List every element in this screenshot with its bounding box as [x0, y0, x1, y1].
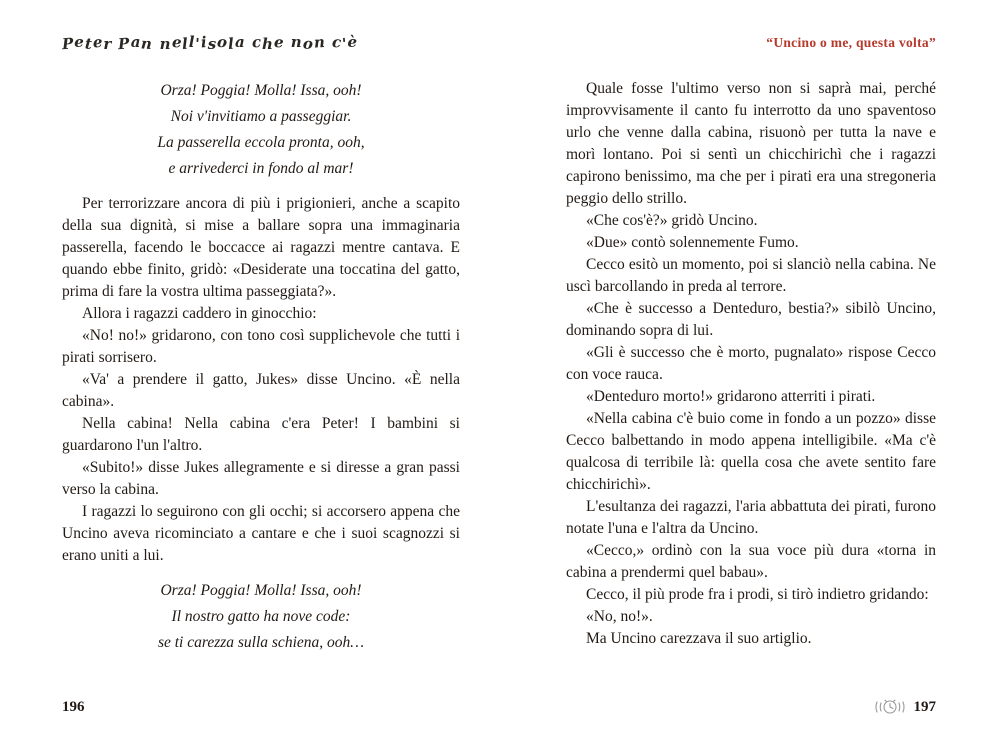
- paragraph: «No! no!» gridarono, con tono così supplichevole che tutti i pirati sorrisero.: [62, 327, 460, 366]
- paragraph: Nella cabina! Nella cabina c'era Peter! I bambini si guardarono l'un l'altro.: [62, 415, 460, 454]
- verse-line: Noi v'invitiamo a passeggiar.: [170, 108, 352, 125]
- paragraph: «Subito!» disse Jukes allegramente e si diresse a gran passi verso la cabina.: [62, 459, 460, 498]
- verse-stanza: [62, 78, 460, 182]
- right-running-head: [566, 32, 936, 54]
- paragraph: Quale fosse l'ultimo verso non si saprà mai, perché improvvisamente il canto fu interrotto da uno spaventoso urlo che venne dalla cabina, risuonò per tutta la nave e morì lontano. Poi si sentì un chicchirichì che i ragazzi capirono benissimo, ma che per i pirati era una stregoneria peggio dello strillo.: [566, 80, 936, 207]
- verse-line: e arrivederci in fondo al mar!: [168, 160, 354, 177]
- paragraph: «Gli è successo che è morto, pugnalato» rispose Cecco con voce rauca.: [566, 344, 936, 383]
- paragraph: Cecco, il più prode fra i prodi, si tirò indietro gridando:: [586, 586, 929, 603]
- left-page-footer: [62, 699, 85, 716]
- paragraph: «Nella cabina c'è buio come in fondo a un pozzo» disse Cecco balbettando in modo appena intelligibile. «Ma c'è qualcosa di terribile là: quella cosa che avete sentito fare chicchirichì».: [566, 410, 936, 493]
- paragraph: «Va' a prendere il gatto, Jukes» disse Uncino. «È nella cabina».: [62, 371, 460, 410]
- verse-line: se ti carezza sulla schiena, ooh…: [157, 634, 365, 651]
- left-running-head: [62, 32, 460, 54]
- right-page-text: [566, 54, 936, 650]
- page-number-right: 197: [913, 698, 936, 715]
- paragraph: «Che è successo a Denteduro, bestia?» sibilò Uncino, dominando sopra di lui.: [566, 300, 936, 339]
- crocodile-clock-icon: [874, 698, 906, 716]
- paragraph: «No, no!».: [586, 608, 653, 625]
- paragraph: «Cecco,» ordinò con la sua voce più dura «torna in cabina a prendermi quel babau».: [566, 542, 936, 581]
- paragraph: «Denteduro morto!» gridarono atterriti i pirati.: [586, 388, 876, 405]
- paragraph: L'esultanza dei ragazzi, l'aria abbattuta dei pirati, furono notate l'una e l'altra da Uncino.: [566, 498, 936, 537]
- verse-line: Orza! Poggia! Molla! Issa, ooh!: [160, 82, 362, 99]
- verse-line: La passerella eccola pronta, ooh,: [157, 134, 365, 151]
- paragraph: Ma Uncino carezzava il suo artiglio.: [586, 630, 812, 647]
- left-page-text: [62, 54, 460, 656]
- book-title: Peter Pan nell'isola che non c'è: [61, 32, 359, 54]
- right-page: [500, 0, 1000, 750]
- paragraph: Allora i ragazzi caddero in ginocchio:: [82, 305, 317, 322]
- page-number-left: 196: [62, 699, 85, 715]
- paragraph: I ragazzi lo seguirono con gli occhi; si accorsero appena che Uncino aveva ricominciato a cantare e che i suoi scagnozzi si erano uniti a lui.: [62, 503, 460, 564]
- right-page-footer: [874, 698, 937, 716]
- paragraph: Cecco esitò un momento, poi si slanciò nella cabina. Ne uscì barcollando in preda al terrore.: [566, 256, 936, 295]
- chapter-title: “Uncino o me, questa volta”: [766, 35, 936, 50]
- paragraph: Per terrorizzare ancora di più i prigionieri, anche a scapito della sua dignità, si mise a ballare sopra una immaginaria passerella, facendo le boccacce ai ragazzi mentre cantava. E quando ebbe finito, gridò: «Desiderate una toccatina del gatto, prima di fare la vostra ultima passeggiata?».: [62, 195, 460, 300]
- paragraph: «Che cos'è?» gridò Uncino.: [586, 212, 758, 229]
- paragraph: «Due» contò solennemente Fumo.: [586, 234, 799, 251]
- verse-line: Orza! Poggia! Molla! Issa, ooh!: [160, 582, 362, 599]
- verse-line: Il nostro gatto ha nove code:: [171, 608, 351, 625]
- verse-stanza: [62, 578, 460, 656]
